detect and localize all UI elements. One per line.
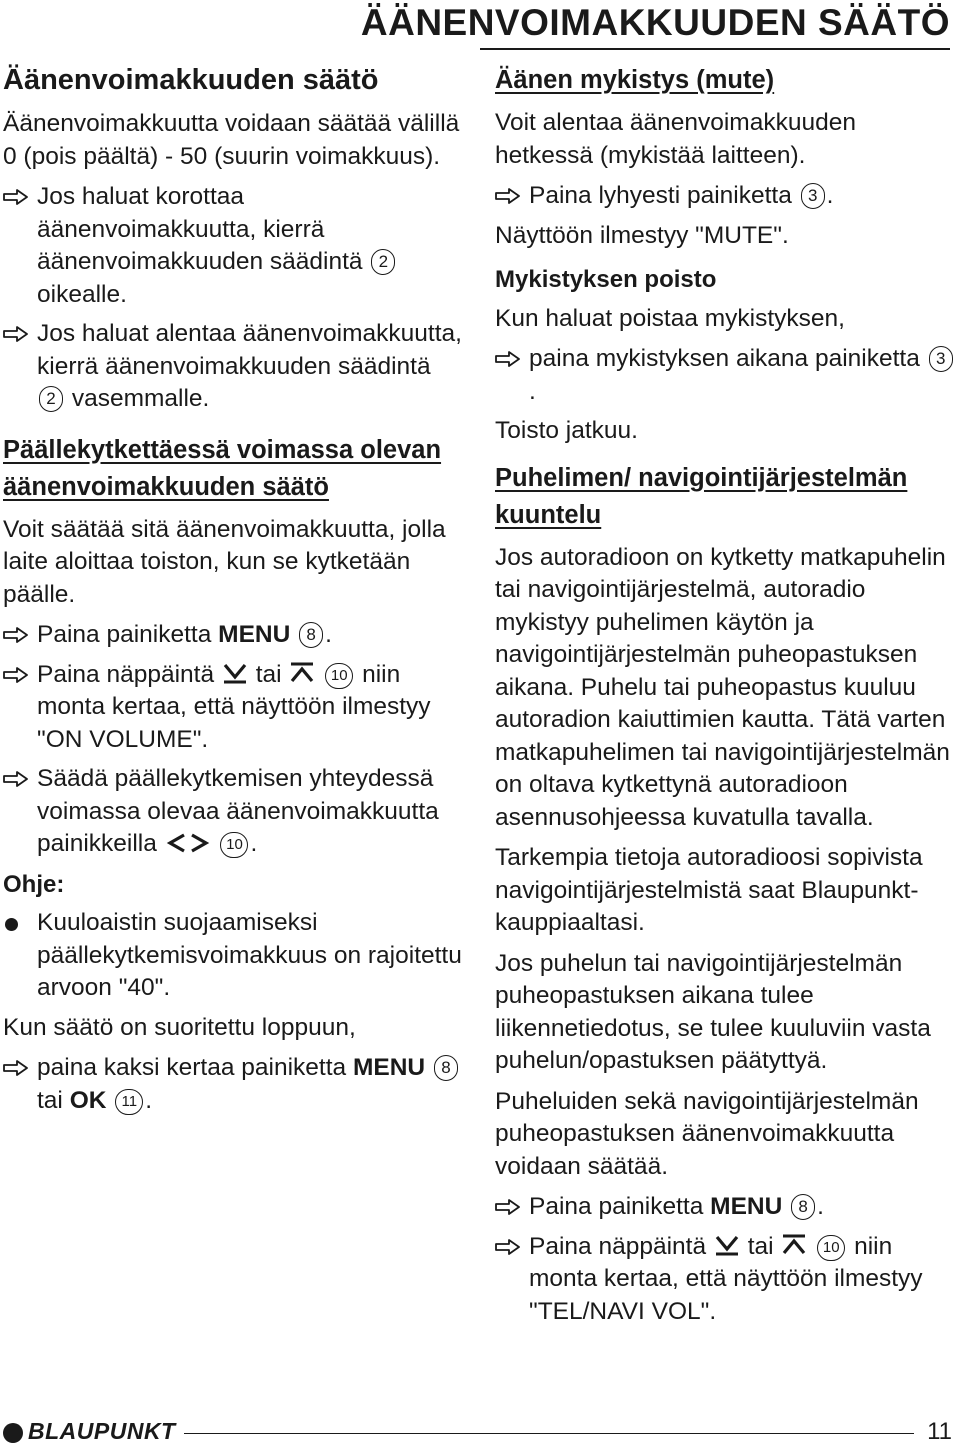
control-number-badge: 2 [371, 249, 395, 275]
step-decrease-volume [3, 318, 465, 416]
step-text-mid: tai [747, 1232, 774, 1260]
section-heading-unmute: Mykistyksen poisto [495, 266, 717, 293]
control-number-badge: 10 [325, 663, 353, 689]
section-heading-mute: Äänen mykistys (mute) [495, 66, 775, 94]
note-label: Ohje: [3, 870, 65, 898]
arrow-icon [3, 667, 29, 683]
up-key-icon [782, 1234, 806, 1256]
arrow-icon [3, 189, 29, 205]
step-text: paina kaksi kertaa painiketta [37, 1054, 347, 1081]
page-title: ÄÄNENVOIMAKKUUDEN SÄÄTÖ [360, 2, 950, 43]
arrow-icon [495, 1199, 521, 1215]
tel-paragraph-3: Jos puhelun tai navigointijärjestelmän puheopastuksen aikana tulee liikennetiedotus, se tulee kuuluviin vasta puhelun/opastuksen päätyttyä. [495, 949, 931, 1074]
step-select-on-volume [3, 659, 465, 757]
mute-intro: Voit alentaa äänenvoimakkuuden hetkessä (mykistää laitteen). [495, 109, 856, 169]
control-number-badge: 8 [791, 1194, 815, 1220]
arrow-icon [495, 351, 521, 367]
tel-paragraph-2: Tarkempia tietoja autoradioosi sopivista navigointijärjestelmistä saat Blaupunkt-kauppiaaltasi. [495, 844, 923, 936]
right-column [495, 60, 957, 1335]
step-text: Paina lyhyesti painiketta [529, 182, 792, 209]
up-key-icon [290, 662, 314, 684]
step-text-end: . [817, 1193, 824, 1220]
arrow-icon [3, 1060, 29, 1076]
section-heading-telephone-navigation: Puhelimen/ navigointijärjestelmän kuuntelu [495, 463, 908, 529]
step-text-end: niin monta kertaa, että näyttöön ilmestyy "TEL/NAVI VOL". [529, 1232, 923, 1325]
volume-intro: Äänenvoimakkuutta voidaan säätää välillä 0 (pois päältä) - 50 (suurin voimakkuus). [3, 110, 460, 170]
control-number-badge: 8 [299, 622, 323, 648]
mute-display-text: Näyttöön ilmestyy "MUTE". [495, 221, 789, 249]
step-text-end: . [325, 621, 332, 648]
page-number: 11 [927, 1418, 952, 1445]
ok-key-label: OK [69, 1086, 107, 1114]
step-text-mid: tai [255, 660, 282, 688]
arrow-icon [3, 627, 29, 643]
unmute-result: Toisto jatkuu. [495, 417, 638, 444]
step-press-unmute [495, 343, 957, 408]
step-text: Paina näppäintä [529, 1232, 707, 1260]
step-text-end: . [826, 182, 834, 209]
blaupunkt-dot-icon [2, 1421, 26, 1445]
menu-key-label: MENU [218, 621, 291, 648]
menu-key-label: MENU [710, 1193, 783, 1220]
step-text-end: niin monta kertaa, että näyttöön ilmestyy "ON VOLUME". [37, 660, 431, 753]
down-key-icon [715, 1234, 739, 1256]
step-tel-press-menu [495, 1191, 957, 1224]
after-note-text: Kun säätö on suoritettu loppuun, [3, 1013, 356, 1041]
step-text-mid: tai [37, 1086, 63, 1114]
control-number-badge: 11 [115, 1089, 143, 1115]
brand-logo: BLAUPUNKT [28, 1418, 176, 1444]
step-text: Paina painiketta [37, 621, 212, 648]
step-text: Jos haluat alentaa äänenvoimakkuutta, kierrä äänenvoimakkuuden säädintä [37, 320, 462, 380]
footer-rule [184, 1433, 914, 1434]
left-column [3, 60, 465, 1124]
page-footer [0, 1418, 960, 1448]
step-press-mute [495, 180, 957, 213]
step-text: Paina painiketta [529, 1193, 704, 1220]
control-number-badge: 3 [801, 183, 825, 209]
note-text: Kuuloaistin suojaamiseksi päällekytkemisvoimakkuus on rajoitettu arvoon "40". [37, 909, 462, 1001]
step-text: Jos haluat korottaa äänenvoimakkuutta, kierrä äänenvoimakkuuden säädintä [37, 183, 363, 275]
note-item [3, 907, 465, 1005]
step-text: Paina näppäintä [37, 660, 215, 688]
control-number-badge: 2 [39, 386, 63, 412]
power-on-intro: Voit säätää sitä äänenvoimakkuutta, jolla laite aloittaa toiston, kun se kytketään päälle. [3, 515, 446, 608]
arrow-icon [495, 188, 521, 204]
step-text-end: vasemmalle. [71, 385, 210, 412]
tel-paragraph-4: Puheluiden sekä navigointijärjestelmän puheopastuksen äänenvoimakkuutta voidaan säätää. [495, 1087, 919, 1180]
bullet-dot-icon [5, 918, 18, 931]
arrow-icon [3, 326, 29, 342]
unmute-intro: Kun haluat poistaa mykistyksen, [495, 304, 845, 332]
step-text-end: . [145, 1086, 153, 1114]
step-adjust-on-volume [3, 763, 465, 861]
step-text-end: . [250, 830, 258, 857]
step-text-end: . [529, 377, 536, 405]
step-increase-volume [3, 181, 465, 311]
step-exit-menu [3, 1052, 465, 1117]
menu-key-label: MENU [352, 1054, 426, 1081]
control-number-badge: 3 [929, 346, 953, 372]
tel-paragraph-1: Jos autoradioon on kytketty matkapuhelin tai navigointijärjestelmä, autoradio mykistyy puhelimen käytön ja navigointijärjestelmän puheopastuksen aikana. Puhelu tai puheopastus kuuluu autoradion kaiuttimien kautta. Tätä varten matkapuhelimen tai navigointijärjestelmän on oltava kytkettynä autoradioon asennusohjeessa kuvatulla tavalla. [495, 543, 950, 831]
step-text-end: oikealle. [37, 280, 127, 308]
step-tel-select-volume [495, 1231, 957, 1329]
down-key-icon [223, 662, 247, 684]
step-text: Säädä päällekytkemisen yhteydessä voimassa olevaa äänenvoimakkuutta painikkeilla [37, 765, 439, 857]
step-press-menu [3, 619, 465, 652]
step-text: paina mykistyksen aikana painiketta [529, 345, 920, 372]
arrow-icon [3, 771, 29, 787]
left-right-keys-icon [166, 833, 210, 853]
section-heading-power-on-volume: Päällekytkettäessä voimassa olevan äänenvoimakkuuden säätö [3, 435, 442, 501]
section-heading-volume: Äänenvoimakkuuden säätö [3, 64, 379, 96]
control-number-badge: 8 [434, 1055, 458, 1081]
arrow-icon [495, 1239, 521, 1255]
control-number-badge: 10 [220, 832, 248, 858]
page-header [360, 0, 950, 50]
control-number-badge: 10 [817, 1235, 845, 1261]
